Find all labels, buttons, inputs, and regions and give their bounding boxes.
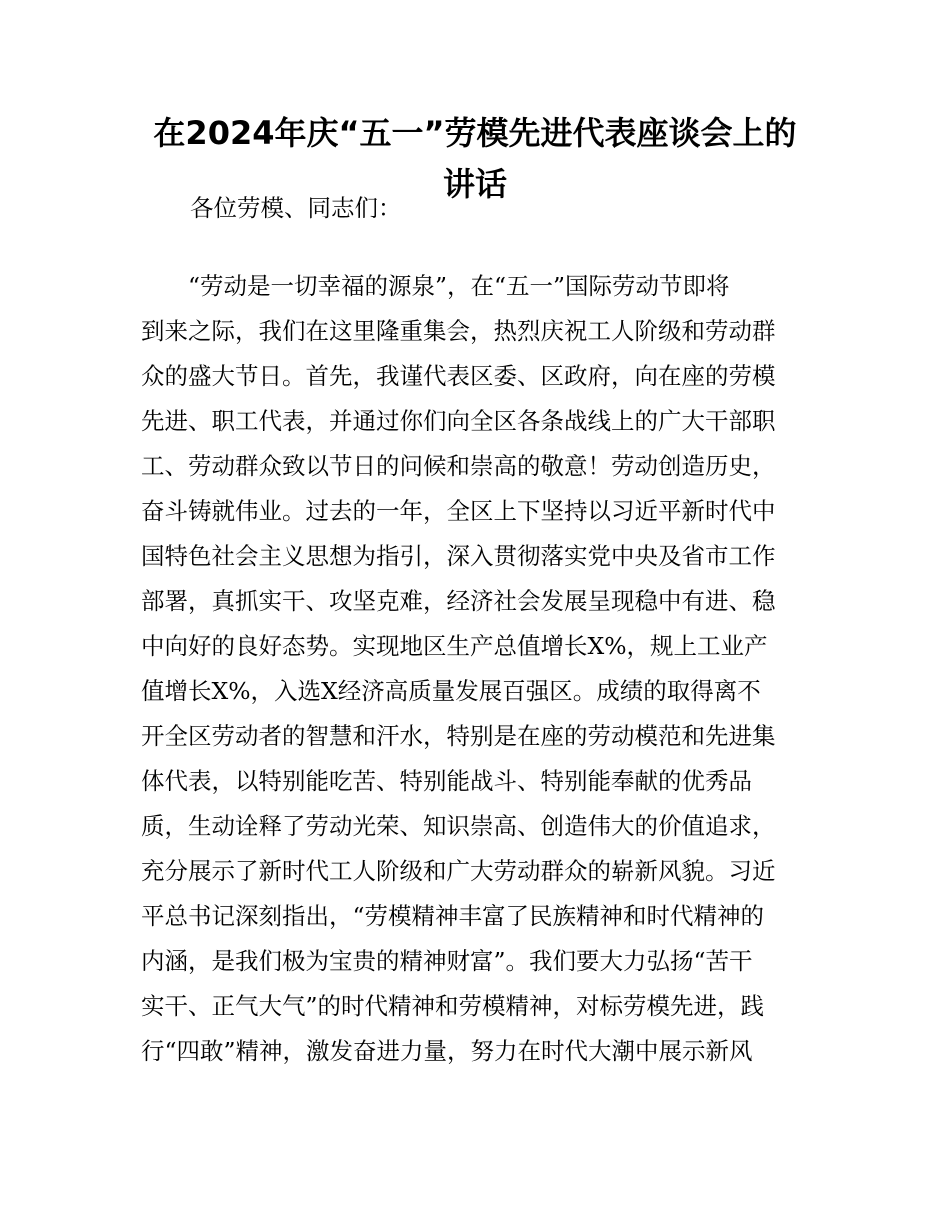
paragraph-line: 奋斗铸就伟业。过去的一年，全区上下坚持以习近平新时代中	[141, 497, 776, 525]
paragraph-line: 国特色社会主义思想为指引，深入贯彻落实党中央及省市工作	[141, 542, 776, 570]
paragraph-line: 实干、正气大气”的时代精神和劳模精神，对标劳模先进，践	[141, 992, 765, 1020]
title-line-1: 在2024年庆“五一”劳模先进代表座谈会上的	[153, 114, 797, 152]
paragraph-line: 先进、职工代表，并通过你们向全区各条战线上的广大干部职	[141, 407, 776, 435]
paragraph-line: 行“四敢”精神，激发奋进力量，努力在时代大潮中展示新风	[141, 1037, 753, 1065]
paragraph-line: 工、劳动群众致以节日的问候和崇高的敬意！劳动创造历史，	[141, 452, 776, 480]
body-paragraph	[141, 264, 821, 1074]
paragraph-line: 到来之际，我们在这里隆重集会，热烈庆祝工人阶级和劳动群	[141, 317, 776, 345]
paragraph-line: 中向好的良好态势。实现地区生产总值增长X%，规上工业产	[141, 632, 768, 660]
salutation: 各位劳模、同志们：	[190, 194, 402, 222]
paragraph-line: “劳动是一切幸福的源泉”，在“五一”国际劳动节即将	[188, 272, 730, 300]
paragraph-line: 体代表，以特别能吃苦、特别能战斗、特别能奉献的优秀品	[141, 767, 752, 795]
paragraph-line: 平总书记深刻指出，“劳模精神丰富了民族精神和时代精神的	[141, 902, 765, 930]
paragraph-line: 质，生动诠释了劳动光荣、知识崇高、创造伟大的价值追求，	[141, 812, 776, 840]
paragraph-line: 值增长X%，入选X经济高质量发展百强区。成绩的取得离不	[141, 677, 761, 705]
paragraph-line: 众的盛大节日。首先，我谨代表区委、区政府，向在座的劳模	[141, 362, 776, 390]
paragraph-line: 部署，真抓实干、攻坚克难，经济社会发展呈现稳中有进、稳	[141, 587, 776, 615]
paragraph-line: 充分展示了新时代工人阶级和广大劳动群众的崭新风貌。习近	[141, 857, 776, 885]
title-line-2: 讲话	[442, 165, 507, 203]
paragraph-line: 内涵，是我们极为宝贵的精神财富”。我们要大力弘扬“苦干	[141, 947, 753, 975]
paragraph-line: 开全区劳动者的智慧和汗水，特别是在座的劳动模范和先进集	[141, 722, 776, 750]
